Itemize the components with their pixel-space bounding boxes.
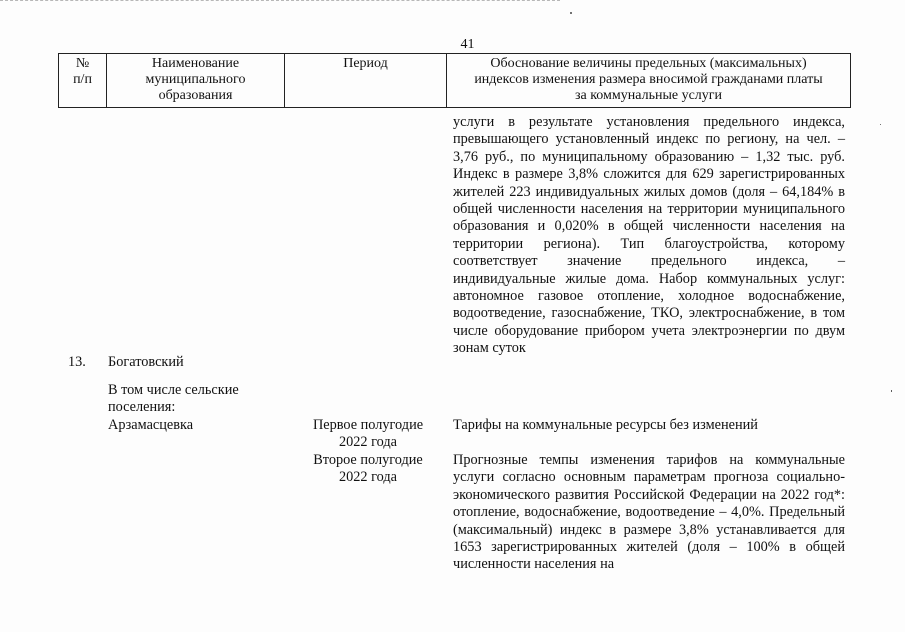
continuation-paragraph: услуги в результате установления предельного индекса, превышающего установленный индекс по региону, на чел. – 3,76 руб., по муниципальному образованию – 1,32 тыс. руб. Индекс в размере 3,8% сложится для 629 зарегистрированных жителей 223 индивидуальных жилых домов (доля – 64,184% в общей численности населения на территории муниципального образования и 0,020% в общей численности населения на территории региона). Тип благоустройства, которому соответствует значение предельного индекса, – индивидуальные жилые дома. Набор коммунальных услуг: автономное газовое отопление, холодное водоснабжение, водоотведение, газоснабжение, ТКО, электроснабжение, в том числе оборудование прибором учета электроэнергии по двум зонам суток xyxy=(453,114,845,357)
header-col-municipality: Наименование муниципального образования xyxy=(107,54,285,108)
settlement-name: Арзамасцевка xyxy=(108,417,194,433)
header-col-period: Период xyxy=(285,54,447,108)
scan-edge xyxy=(0,0,560,2)
period-first-half: Первое полугодие 2022 года xyxy=(312,417,424,451)
header-col-basis: Обоснование величины предельных (максимальных) индексов изменения размера вносимой гражданами платы за коммунальные услуги xyxy=(447,54,851,108)
subheading-rural-settlements: В том числе сельские поселения: xyxy=(108,382,239,416)
basis-second-half: Прогнозные темпы изменения тарифов на коммунальные услуги согласно основным параметрам прогноза социально-экономического развития Российской Федерации на 2022 год*: отопление, водоснабжение, водоотведение – 4,0%. Предельный (максимальный) индекс в размере 3,8% устанавливается для 1653 зарегистрированных жителей (доля – 100% в общей численности населения на xyxy=(453,452,845,573)
municipality-name: Богатовский xyxy=(108,354,184,370)
header-col-number: № п/п xyxy=(59,54,107,108)
row-number: 13. xyxy=(68,354,86,370)
scan-speck xyxy=(880,124,881,125)
table-header xyxy=(58,53,851,108)
scan-speck xyxy=(570,12,572,14)
page-number: 41 xyxy=(460,37,475,52)
scan-speck xyxy=(891,390,892,392)
basis-first-half: Тарифы на коммунальные ресурсы без изменений xyxy=(453,417,758,433)
period-second-half: Второе полугодие 2022 года xyxy=(313,452,423,486)
